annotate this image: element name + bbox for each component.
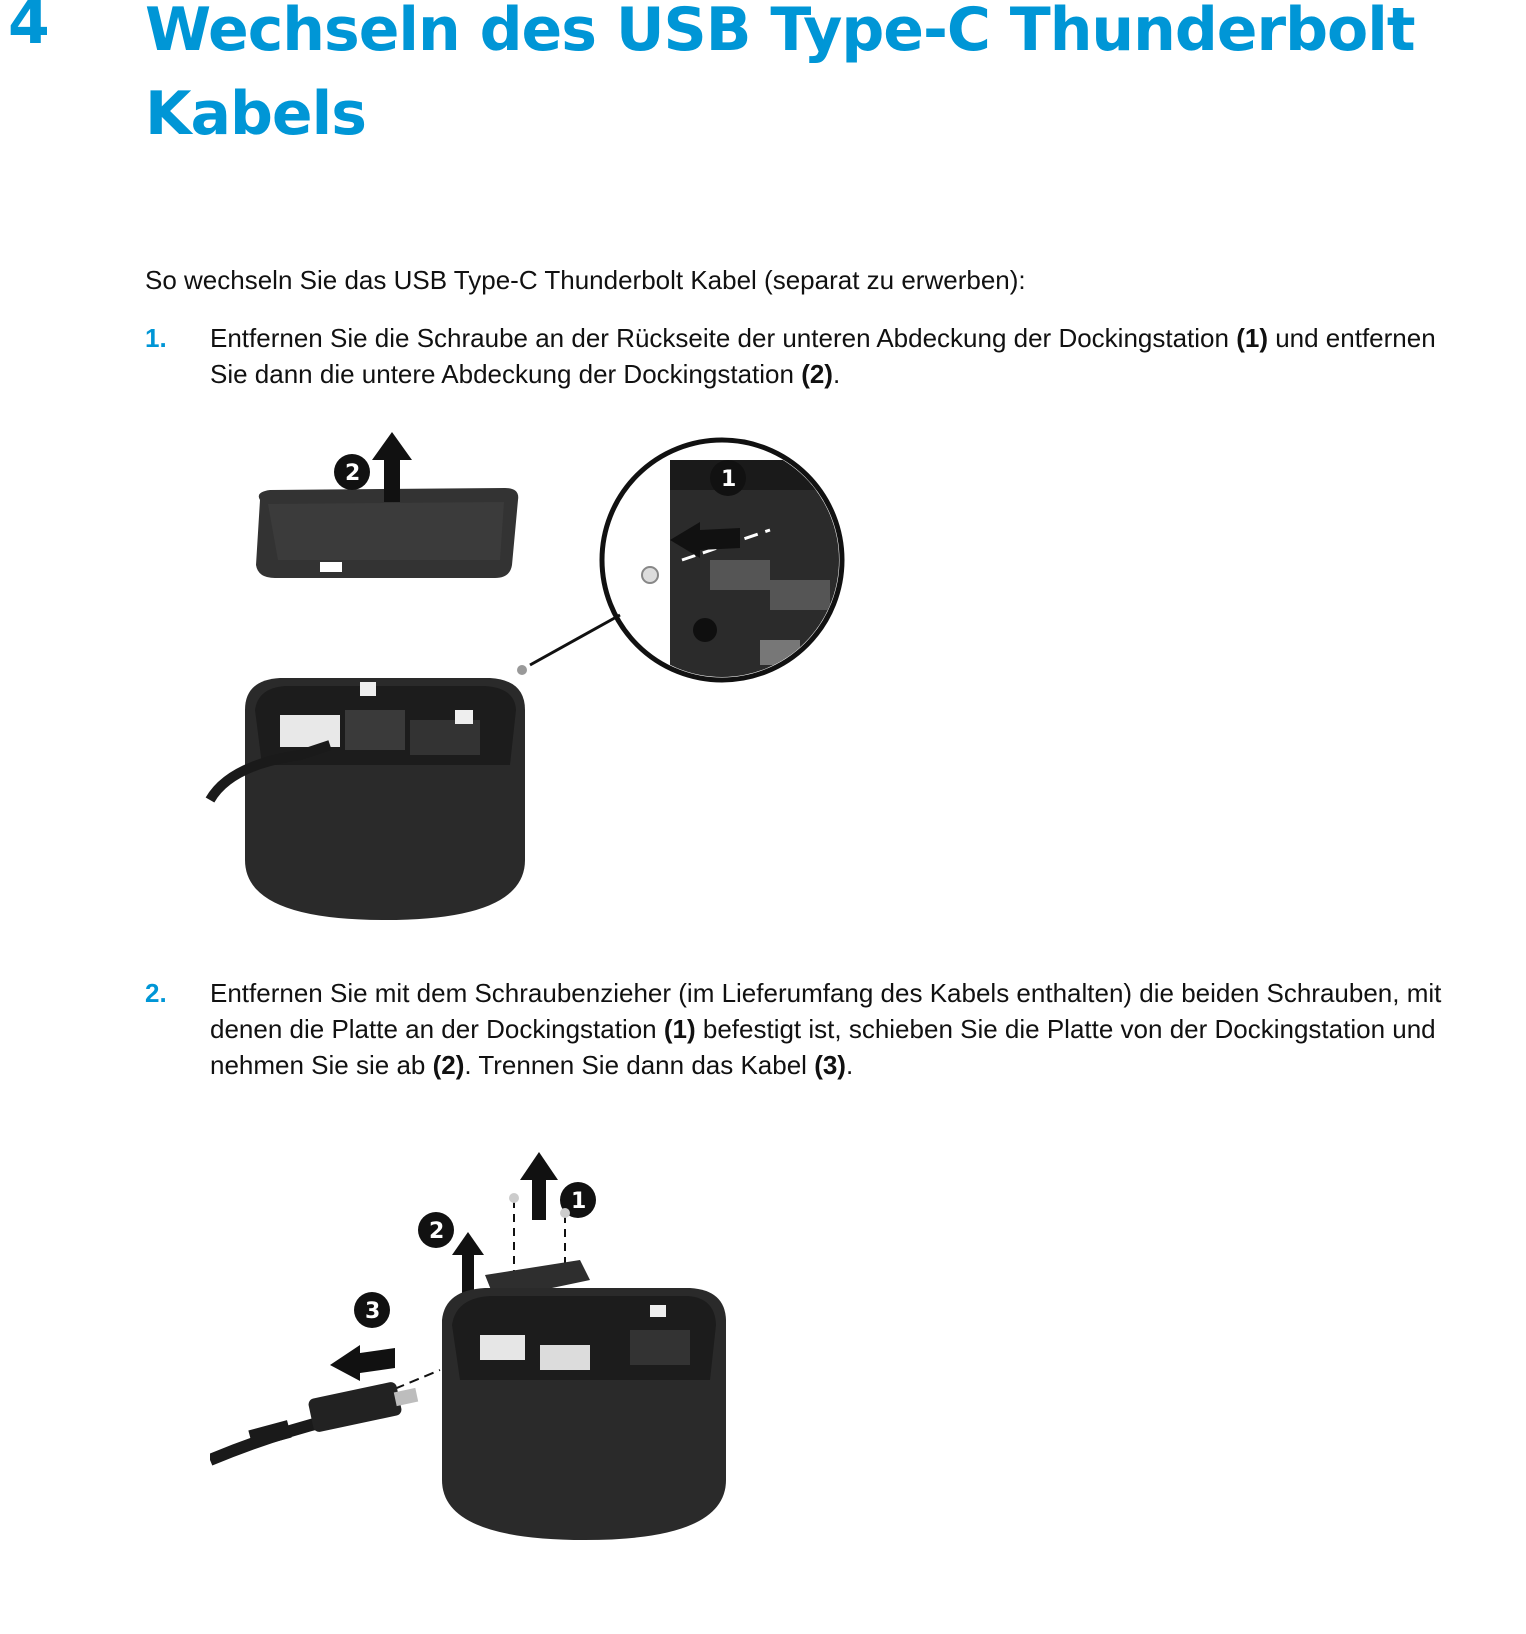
callout-label: 2 — [429, 1219, 445, 1244]
detail-magnifier — [602, 440, 890, 680]
step-text: Entfernen Sie mit dem Schraubenzieher (im Lieferumfang des Kabels enthalten) die beiden Schrauben, mit denen die Platte an der Dockingstation (1) befestigt ist, schieben Sie die Platte von der Dockingstation und nehmen Sie sie ab (2). Trennen Sie dann das Kabel (3). — [210, 978, 1442, 1080]
step-text: Entfernen Sie die Schraube an der Rückseite der unteren Abdeckung der Dockingstation (1) und entfernen Sie dann die untere Abdeckung der Dockingstation (2). — [210, 323, 1436, 389]
chapter-title: Wechseln des USB Type-C Thunderbolt Kabels — [145, 0, 1415, 149]
callout-label: 2 — [345, 461, 361, 486]
callout-label: 3 — [365, 1299, 381, 1324]
arrow-up-icon — [520, 1152, 558, 1220]
usb-c-cable-illustration — [210, 1381, 418, 1460]
figure-remove-bottom-cover — [200, 420, 900, 940]
chapter-number: 4 — [8, 0, 50, 58]
docking-station-illustration — [442, 1288, 726, 1540]
intro-text: So wechseln Sie das USB Type-C Thunderbolt Kabel (separat zu erwerben): — [145, 265, 1026, 295]
step-number: 2. — [145, 978, 167, 1008]
callout-label: 1 — [721, 467, 737, 492]
screw-icon — [560, 1208, 570, 1218]
screw-icon — [509, 1193, 519, 1203]
arrow-left-icon — [330, 1345, 395, 1381]
step-number: 1. — [145, 323, 167, 353]
figure-remove-plate-cable — [210, 1140, 770, 1570]
screw-icon — [642, 567, 658, 583]
screw-icon — [517, 665, 527, 675]
docking-station-illustration — [245, 678, 525, 920]
callout-label: 1 — [571, 1189, 587, 1214]
